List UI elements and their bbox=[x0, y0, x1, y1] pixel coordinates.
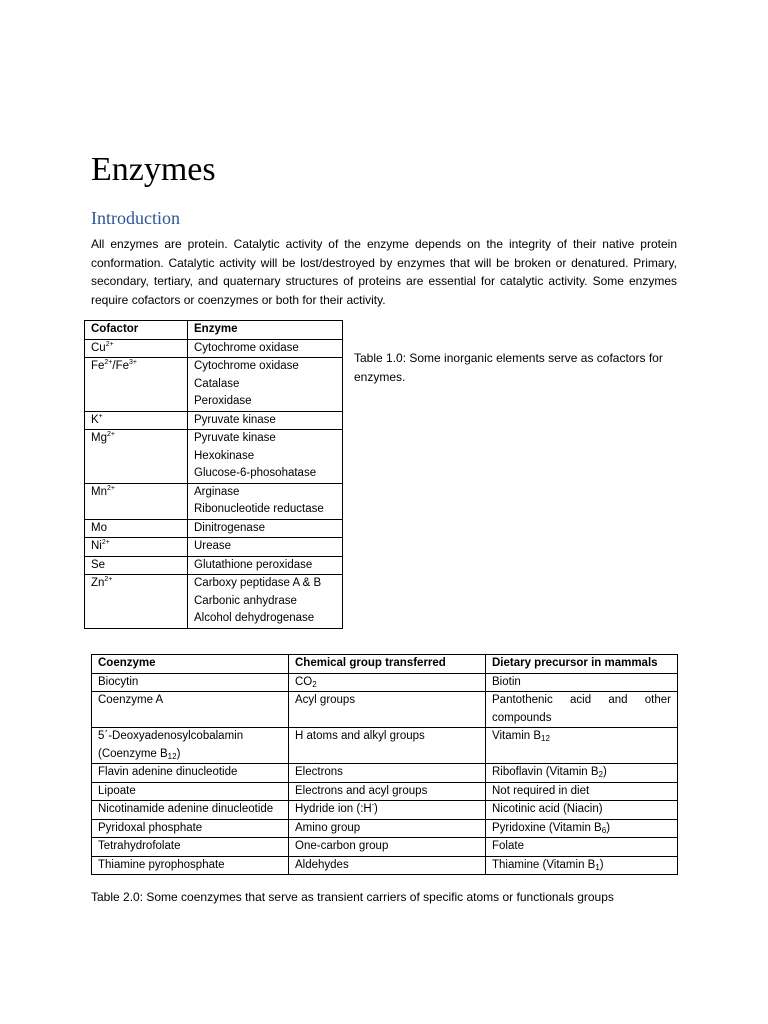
enzyme-cell bbox=[188, 411, 343, 430]
enzyme-name: Pyruvate kinase bbox=[194, 432, 276, 444]
cofactor-symbol: Fe bbox=[91, 360, 105, 372]
coenzyme-row bbox=[92, 838, 678, 857]
cell-text: Biotin bbox=[492, 675, 521, 688]
cofactor-row bbox=[85, 575, 343, 629]
dietary-precursor-cell bbox=[486, 856, 678, 875]
cofactor-row bbox=[85, 339, 343, 358]
coenzyme-row bbox=[92, 692, 678, 728]
cofactor-charge: + bbox=[98, 412, 103, 420]
coenzyme-row bbox=[92, 782, 678, 801]
dietary-precursor-cell bbox=[486, 801, 678, 820]
dietary-precursor-column-header: Dietary precursor in mammals bbox=[486, 655, 678, 674]
coenzyme-cell bbox=[92, 856, 289, 875]
coenzyme-row bbox=[92, 856, 678, 875]
cofactor-charge: 2+ bbox=[101, 539, 110, 546]
coenzyme-cell bbox=[92, 801, 289, 820]
coenzyme-cell bbox=[92, 819, 289, 838]
cofactor-row bbox=[85, 411, 343, 430]
cell-text: Thiamine pyrophosphate bbox=[98, 858, 225, 871]
cofactor-symbol: Zn bbox=[91, 577, 105, 589]
cell-subscript: 2 bbox=[312, 679, 317, 689]
enzyme-cell bbox=[188, 430, 343, 484]
coenzyme-cell bbox=[92, 673, 289, 692]
chemical-group-cell bbox=[289, 764, 486, 783]
coenzyme-row bbox=[92, 728, 678, 764]
cofactor-row bbox=[85, 556, 343, 575]
cofactor-cell bbox=[85, 483, 188, 519]
cofactor-cell bbox=[85, 575, 188, 629]
cell-subscript: 2 bbox=[598, 770, 603, 779]
dietary-precursor-cell bbox=[486, 764, 678, 783]
page-title: Enzymes bbox=[91, 151, 216, 188]
enzyme-name: Peroxidase bbox=[194, 395, 252, 407]
chemical-group-cell bbox=[289, 692, 486, 728]
coenzyme-column-header: Coenzyme bbox=[92, 655, 289, 674]
enzyme-name: Carbonic anhydrase bbox=[194, 594, 297, 607]
cofactor-symbol: Cu bbox=[91, 341, 106, 354]
coenzyme-table-caption: Table 2.0: Some coenzymes that serve as transient carriers of specific atoms or functionals groups bbox=[91, 890, 614, 904]
chemical-group-cell bbox=[289, 673, 486, 692]
cofactor-symbol: /Fe bbox=[112, 360, 130, 372]
enzyme-name: Cytochrome oxidase bbox=[194, 360, 299, 372]
cell-text: Pyridoxal phosphate bbox=[98, 821, 203, 834]
coenzyme-cell bbox=[92, 782, 289, 801]
enzyme-cell bbox=[188, 483, 343, 519]
cofactor-symbol: Mg bbox=[91, 432, 107, 444]
cofactor-charge: 2+ bbox=[106, 431, 115, 438]
dietary-precursor-cell bbox=[486, 692, 678, 728]
coenzyme-cell bbox=[92, 838, 289, 857]
cofactor-table-header-row bbox=[85, 321, 343, 340]
cell-text: ) bbox=[374, 803, 378, 815]
coenzyme-table bbox=[91, 654, 678, 875]
dietary-precursor-cell bbox=[486, 838, 678, 857]
cell-text: ) bbox=[176, 747, 181, 760]
enzyme-column-header: Enzyme bbox=[188, 321, 343, 340]
cofactor-symbol: Mn bbox=[91, 485, 107, 498]
coenzyme-cell bbox=[92, 692, 289, 728]
cofactor-table bbox=[84, 320, 343, 629]
cell-text: Folate bbox=[492, 840, 524, 852]
cell-superscript: - bbox=[371, 802, 375, 809]
chemical-group-cell bbox=[289, 728, 486, 764]
enzyme-name: Catalase bbox=[194, 377, 240, 390]
coenzyme-row bbox=[92, 801, 678, 820]
chemical-group-cell bbox=[289, 838, 486, 857]
cell-text: Flavin adenine dinucleotide bbox=[98, 766, 238, 778]
cofactor-row bbox=[85, 538, 343, 557]
cell-text: Electrons and acyl groups bbox=[295, 784, 428, 797]
cell-text: Acyl groups bbox=[295, 694, 356, 706]
coenzyme-cell bbox=[92, 764, 289, 783]
enzyme-cell bbox=[188, 575, 343, 629]
cofactor-charge: 2+ bbox=[105, 340, 114, 348]
enzyme-cell bbox=[188, 519, 343, 538]
cofactor-row bbox=[85, 519, 343, 538]
cofactor-cell bbox=[85, 556, 188, 575]
cell-text: Electrons bbox=[295, 766, 343, 778]
enzyme-name: Arginase bbox=[194, 485, 240, 498]
introduction-heading: Introduction bbox=[91, 208, 180, 228]
chemical-group-cell bbox=[289, 782, 486, 801]
enzyme-cell bbox=[188, 358, 343, 412]
cofactor-cell bbox=[85, 411, 188, 430]
cofactor-row bbox=[85, 430, 343, 484]
cell-text: Riboflavin (Vitamin B bbox=[492, 766, 599, 778]
cofactor-cell bbox=[85, 430, 188, 484]
cofactor-symbol: Se bbox=[91, 558, 106, 571]
cell-subscript: 6 bbox=[601, 825, 607, 835]
cell-text: Nicotinic acid (Niacin) bbox=[492, 803, 603, 815]
enzyme-name: Hexokinase bbox=[194, 449, 255, 462]
cofactor-table-caption: Table 1.0: Some inorganic elements serve as cofactors for enzymes. bbox=[354, 351, 663, 384]
cell-text: ) bbox=[606, 821, 611, 834]
chemical-group-cell bbox=[289, 856, 486, 875]
cofactor-symbol: K bbox=[91, 413, 99, 426]
cofactor-row bbox=[85, 358, 343, 412]
cell-text: Amino group bbox=[295, 821, 361, 834]
cell-text: Not required in diet bbox=[492, 784, 590, 797]
cell-text: ) bbox=[602, 766, 607, 778]
chemical-group-column-header: Chemical group transferred bbox=[289, 655, 486, 674]
cell-text: One-carbon group bbox=[295, 840, 389, 852]
dietary-precursor-cell bbox=[486, 819, 678, 838]
enzyme-name: Glutathione peroxidase bbox=[194, 558, 313, 571]
enzyme-cell bbox=[188, 556, 343, 575]
coenzyme-table-header-row bbox=[92, 655, 678, 674]
dietary-precursor-cell bbox=[486, 673, 678, 692]
enzyme-name: Cytochrome oxidase bbox=[194, 341, 299, 354]
cofactor-charge: 3+ bbox=[129, 359, 138, 366]
cofactor-column-header: Cofactor bbox=[85, 321, 188, 340]
cofactor-charge: 2+ bbox=[104, 576, 113, 583]
enzyme-name: Ribonucleotide reductase bbox=[194, 503, 324, 515]
cell-text: Coenzyme A bbox=[98, 694, 164, 706]
enzyme-name: Alcohol dehydrogenase bbox=[194, 612, 315, 624]
cell-text: Pyridoxine (Vitamin B bbox=[492, 821, 602, 834]
enzyme-name: Glucose-6-phosohatase bbox=[194, 467, 317, 479]
enzyme-name: Urease bbox=[194, 540, 232, 552]
cell-subscript: 1 bbox=[595, 862, 600, 872]
enzyme-cell bbox=[188, 339, 343, 358]
enzyme-name: Dinitrogenase bbox=[194, 521, 265, 534]
introduction-paragraph: All enzymes are protein. Catalytic activity of the enzyme depends on the integrity of their native protein conformation. Catalytic activity will be lost/destroyed by enzymes that will be broken or denatured. Primary, secondary, tertiary, and quaternary structures of proteins are essential for catalytic activity. Some enzymes require cofactors or coenzymes or both for their activity. bbox=[91, 237, 677, 307]
cell-text: Biocytin bbox=[98, 675, 139, 688]
cell-text: H atoms and alkyl groups bbox=[295, 730, 425, 742]
enzyme-name: Pyruvate kinase bbox=[194, 413, 276, 426]
dietary-precursor-cell bbox=[486, 782, 678, 801]
coenzyme-row bbox=[92, 764, 678, 783]
coenzyme-row bbox=[92, 673, 678, 692]
enzyme-name: Carboxy peptidase A & B bbox=[194, 577, 322, 589]
cofactor-charge: 2+ bbox=[104, 359, 113, 366]
cell-text: CO bbox=[295, 675, 313, 688]
cell-text: Vitamin B bbox=[492, 730, 542, 742]
cell-text: ) bbox=[599, 858, 604, 871]
cofactor-symbol: Mo bbox=[91, 521, 107, 534]
cofactor-charge: 2+ bbox=[106, 484, 115, 492]
cofactor-cell bbox=[85, 339, 188, 358]
cell-text: Aldehydes bbox=[295, 858, 349, 871]
dietary-precursor-cell bbox=[486, 728, 678, 764]
cell-text: Lipoate bbox=[98, 784, 136, 797]
coenzyme-table-body bbox=[92, 673, 678, 875]
enzyme-cell bbox=[188, 538, 343, 557]
cell-text: Pantothenic acid and other compounds bbox=[492, 694, 671, 724]
cell-text: Tetrahydrofolate bbox=[98, 840, 181, 852]
cell-subscript: 12 bbox=[167, 751, 177, 761]
cofactor-cell bbox=[85, 358, 188, 412]
coenzyme-row bbox=[92, 819, 678, 838]
cell-subscript: 12 bbox=[541, 734, 550, 743]
cell-text: Thiamine (Vitamin B bbox=[492, 858, 596, 871]
cofactor-row bbox=[85, 483, 343, 519]
cofactor-symbol: Ni bbox=[91, 540, 102, 552]
cofactor-cell bbox=[85, 538, 188, 557]
cofactor-table-body bbox=[85, 339, 343, 628]
cell-text: Nicotinamide adenine dinucleotide bbox=[98, 803, 274, 815]
chemical-group-cell bbox=[289, 819, 486, 838]
cofactor-cell bbox=[85, 519, 188, 538]
chemical-group-cell bbox=[289, 801, 486, 820]
coenzyme-cell bbox=[92, 728, 289, 764]
cell-text: 5΄-Deoxyadenosylcobalamin (Coenzyme B bbox=[98, 730, 244, 760]
cell-text: Hydride ion (:H bbox=[295, 803, 372, 815]
